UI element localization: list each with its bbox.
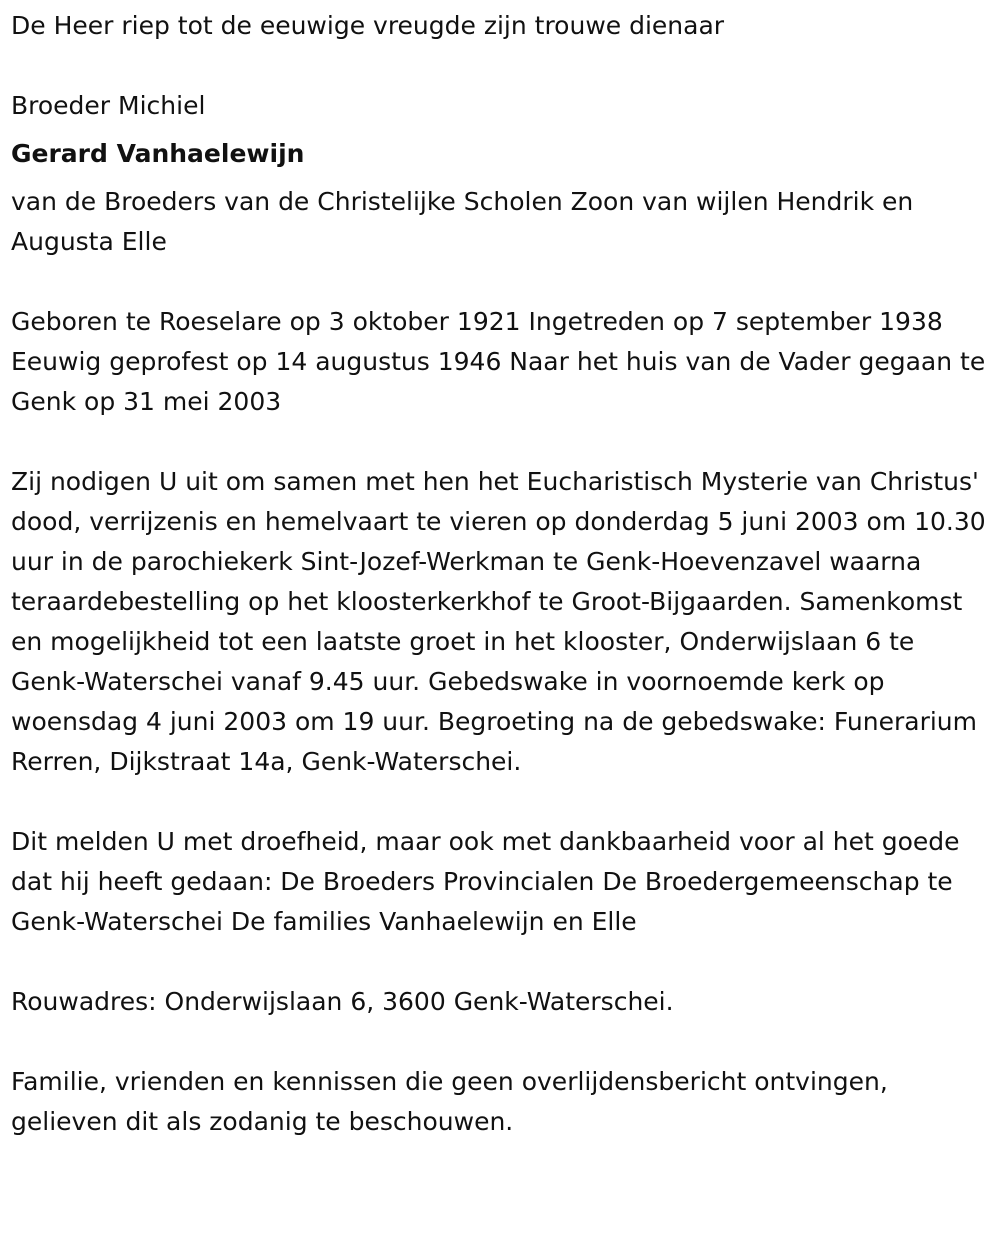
invitation-paragraph: Zij nodigen U uit om samen met hen het Eucharistisch Mysterie van Christus' dood, verrijzenis en hemelvaart te vieren op donderdag 5 juni 2003 om 10.30 uur in de parochiekerk Sint-Jozef-Werkman te Genk-Hoevenzavel waarna teraardebestelling op het kloosterkerkhof te Groot-Bijgaarden. Samenkomst en mogelijkheid tot een laatste groet in het klooster, Onderwijslaan 6 te Genk-Waterschei vanaf 9.45 uur. Gebedswake in voornoemde kerk op woensdag 4 juni 2003 om 19 uur. Begroeting na de gebedswake: Funerarium Rerren, Dijkstraat 14a, Genk-Waterschei. [11, 467, 986, 776]
order-and-parents: van de Broeders van de Christelijke Scholen Zoon van wijlen Hendrik en Augusta Elle [11, 187, 914, 256]
spacer [11, 942, 988, 982]
spacer [11, 46, 988, 86]
closing-note: Familie, vrienden en kennissen die geen overlijdensbericht ontvingen, gelieven dit als zodanig te beschouwen. [11, 1067, 888, 1136]
spacer [11, 262, 988, 302]
mourning-address: Rouwadres: Onderwijslaan 6, 3600 Genk-Waterschei. [11, 987, 674, 1016]
heading: De Heer riep tot de eeuwige vreugde zijn trouwe dienaar [11, 11, 725, 40]
full-name: Gerard Vanhaelewijn [11, 139, 305, 168]
spacer [11, 422, 988, 462]
religious-name: Broeder Michiel [11, 91, 206, 120]
spacer [11, 174, 988, 182]
announcement-paragraph: Dit melden U met droefheid, maar ook met dankbaarheid voor al het goede dat hij heeft gedaan: De Broeders Provincialen De Broedergemeenschap te Genk-Waterschei De families Vanhaelewijn en Elle [11, 827, 960, 936]
spacer [11, 126, 988, 134]
spacer [11, 1022, 988, 1062]
spacer [11, 782, 988, 822]
life-dates: Geboren te Roeselare op 3 oktober 1921 Ingetreden op 7 september 1938 Eeuwig geprofest op 14 augustus 1946 Naar het huis van de Vader gegaan te Genk op 31 mei 2003 [11, 307, 986, 416]
